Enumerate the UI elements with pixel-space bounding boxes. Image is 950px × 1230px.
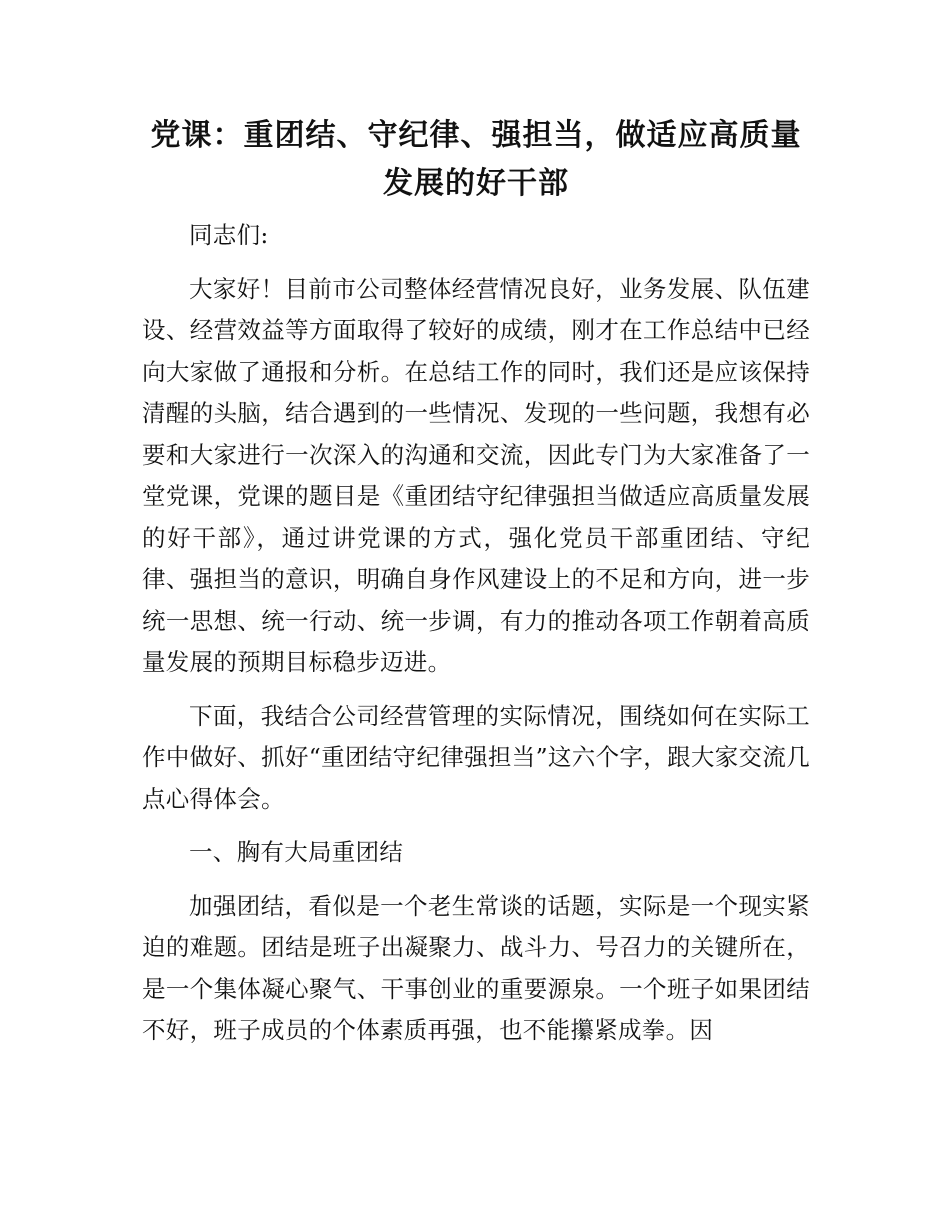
document-title [142, 112, 810, 208]
section-heading: 一、胸有大局重团结 [189, 838, 404, 866]
title-line-1: 党课：重团结、守纪律、强担当，做适应高质量 [150, 118, 802, 153]
greeting: 同志们: [189, 221, 269, 249]
document-body [142, 215, 810, 1064]
title-line-2: 发展的好干部 [383, 166, 569, 201]
paragraph-intro: 大家好！目前市公司整体经营情况良好，业务发展、队伍建设、经营效益等方面取得了较好的成绩，刚才在工作总结中已经向大家做了通报和分析。在总结工作的同时，我们还是应该保持清醒的头脑，结合遇到的一些情况、发现的一些问题，我想有必要和大家进行一次深入的沟通和交流，因此专门为大家准备了一堂党课，党课的题目是《重团结守纪律强担当做适应高质量发展的好干部》，通过讲党课的方式，强化党员干部重团结、守纪律、强担当的意识，明确自身作风建设上的不足和方向，进一步统一思想、统一行动、统一步调，有力的推动各项工作朝着高质量发展的预期目标稳步迈进。 [142, 274, 810, 676]
section-paragraph: 加强团结，看似是一个老生常谈的话题，实际是一个现实紧迫的难题。团结是班子出凝聚力、战斗力、号召力的关键所在，是一个集体凝心聚气、干事创业的重要源泉。一个班子如果团结不好，班子成员的个体素质再强，也不能攥紧成拳。因 [142, 891, 810, 1044]
paragraph-outline: 下面，我结合公司经营管理的实际情况，围绕如何在实际工作中做好、抓好“重团结守纪律强担当”这六个字，跟大家交流几点心得体会。 [142, 701, 810, 813]
